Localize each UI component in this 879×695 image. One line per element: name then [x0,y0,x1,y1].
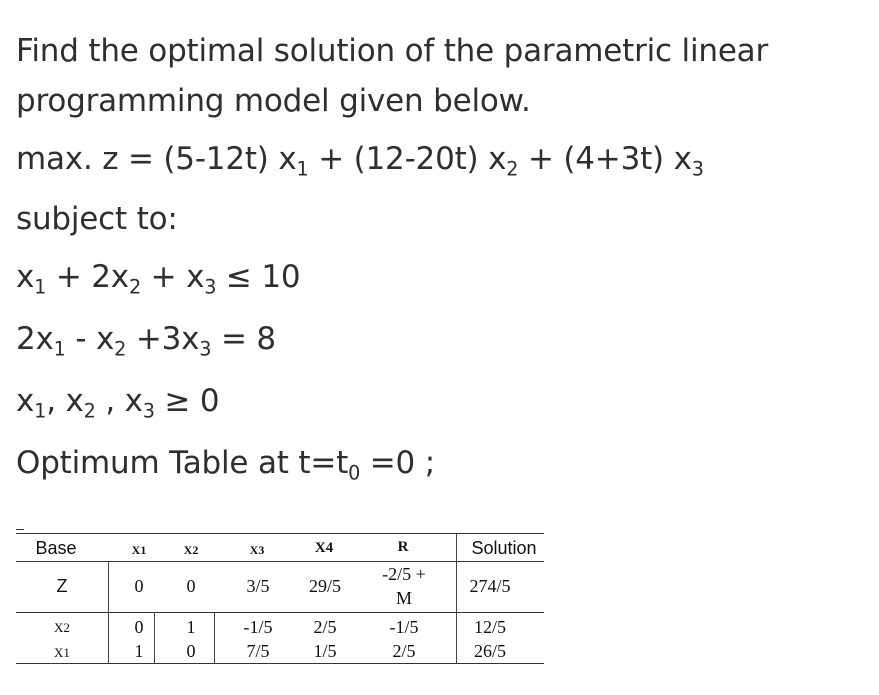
x2-row-x2: 1 [186,617,196,637]
x2-row-x1: 0 [134,617,144,637]
header-base: Base [35,538,77,558]
z-row-solution: 274/5 [469,576,511,596]
subject-to-label: subject to: [16,201,178,237]
x2-row-solution: 12/5 [473,617,506,637]
optimum-table [16,533,544,664]
header-x1: X1 [131,543,147,557]
x1-row-solution: 26/5 [473,641,506,661]
x1-row-x4: 1/5 [313,641,337,661]
x2-row-x4: 2/5 [313,617,337,637]
z-row-r-line2: M [395,588,412,608]
z-row-x2: 0 [186,576,196,596]
x2-row-x3: -1/5 [243,617,273,637]
table-top-rule [16,533,544,534]
header-solution: Solution [471,538,537,558]
table-col-divider-solution [456,533,457,664]
constraint-nonnegativity: $x_1$, $x_2$ , $x_3 \ge 0$ [16,383,220,423]
optimum-table-label: Optimum Table at $t=t_0 =0$ ; [16,445,435,485]
table-header-rule [16,561,544,562]
table-bottom-rule [16,663,544,664]
header-x4: X4 [314,540,334,556]
intro-line-2: programming model given below. [16,83,531,119]
x2-row-base: X2 [54,620,70,635]
header-x3: X3 [249,543,265,557]
header-x2: X2 [183,543,199,557]
objective-function: max. z = (5-12t) $x_1 + (12-20t) x_2 + (4+3t)$ $x_3$ [16,141,704,181]
table-col-divider-x1 [154,612,155,664]
x1-row-x2: 0 [186,641,196,661]
x1-row-base: X1 [54,645,70,660]
table-col-divider-x2 [214,612,215,664]
z-row-x4: 29/5 [308,576,341,596]
table-z-row-rule [16,612,544,613]
table-top-tick [16,529,24,530]
constraint-1: $x_1 + 2x_2 + x_3 \le 10$ [16,259,301,299]
z-row-x1: 0 [134,576,144,596]
table-col-divider-base [108,561,109,664]
z-row-base: Z [56,576,68,596]
intro-line-1: Find the optimal solution of the parametric linear [16,33,769,69]
z-row-r-line1: -2/5 + [382,564,426,584]
x1-row-x3: 7/5 [246,641,270,661]
x1-row-x1: 1 [134,641,144,661]
z-row-x3: 3/5 [246,576,270,596]
constraint-2: $2x_1 - x_2 +3x_3 = 8$ [16,321,276,361]
x2-row-r: -1/5 [389,617,419,637]
header-r: R [397,539,409,555]
x1-row-r: 2/5 [392,641,416,661]
